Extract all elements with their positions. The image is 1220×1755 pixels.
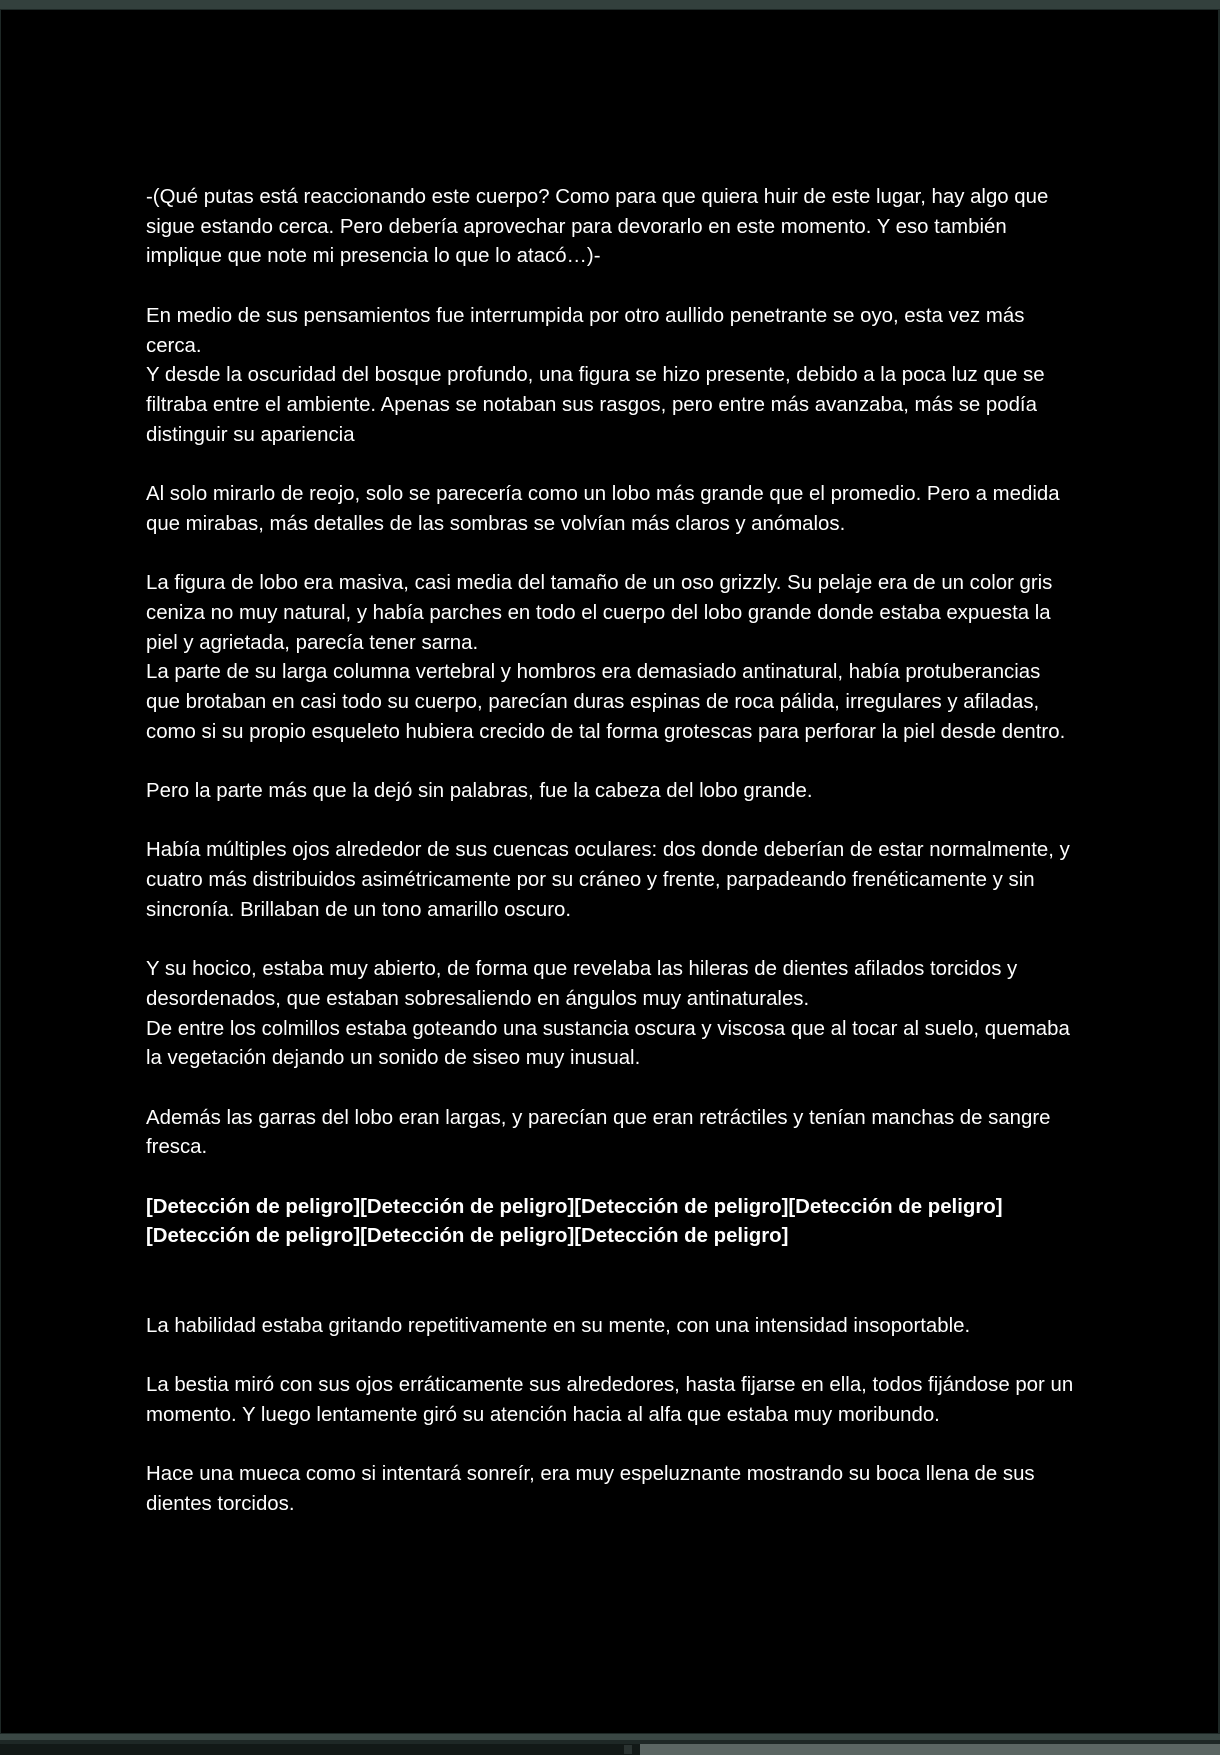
paragraph: Y su hocico, estaba muy abierto, de forma que revelaba las hileras de dientes afilados torcidos y desordenados, que estaban sobresaliendo en ángulos muy antinaturales. De entre los colmillos estaba goteando una sustancia oscura y viscosa que al tocar al suelo, quemaba la vegetación dejando un sonido de siseo muy inusual.: [146, 958, 1070, 1070]
scroll-marker: [624, 1745, 632, 1754]
page-text: [146, 183, 1076, 1549]
paragraph: Pero la parte más que la dejó sin palabras, fue la cabeza del lobo grande.: [146, 780, 813, 802]
paragraph: La bestia miró con sus ojos erráticamente sus alrededores, hasta fijarse en ella, todos fijándose por un momento. Y luego lentamente giró su atención hacia al alfa que estaba muy moribundo.: [146, 1373, 1074, 1426]
horizontal-scrollbar-thumb[interactable]: [640, 1744, 1220, 1755]
paragraph: La habilidad estaba gritando repetitivamente en su mente, con una intensidad insoportable.: [146, 1314, 971, 1337]
paragraph: Además las garras del lobo eran largas, y parecían que eran retráctiles y tenían manchas de sangre fresca.: [146, 1106, 1051, 1159]
paragraph: Al solo mirarlo de reojo, solo se parecería como un lobo más grande que el promedio. Pero a medida que mirabas, más detalles de las sombras se volvían más claros y anómalos.: [146, 483, 1060, 535]
danger-detection-alert: [Detección de peligro][Detección de peligro][Detección de peligro][Detección de peligro][Detección de peligro][Detección de peligro][Detección de peligro]: [146, 1195, 1003, 1248]
paragraph: -(Qué putas está reaccionando este cuerpo? Como para que quiera huir de este lugar, hay algo que sigue estando cerca. Pero debería aprovechar para devorarlo en este momento. Y eso también implique que note mi presencia lo que lo atacó…)-: [146, 186, 1049, 268]
paragraph: En medio de sus pensamientos fue interrumpida por otro aullido penetrante se oyo, esta vez más cerca. Y desde la oscuridad del bosque profundo, una figura se hizo presente, debido a la poca luz que se filtraba entre el ambiente. Apenas se notaban sus rasgos, pero entre más avanzaba, más se podía distinguir su apariencia: [146, 304, 1045, 446]
bottom-frame-strip: [0, 1734, 1220, 1740]
paragraph: Había múltiples ojos alrededor de sus cuencas oculares: dos donde deberían de estar normalmente, y cuatro más distribuidos asimétricamente por su cráneo y frente, parpadeando frenéticamente y sin sincronía. Brillaban de un tono amarillo oscuro.: [146, 839, 1070, 921]
paragraph: La figura de lobo era masiva, casi media del tamaño de un oso grizzly. Su pelaje era de un color gris ceniza no muy natural, y había parches en todo el cuerpo del lobo grande donde estaba expuesta la piel y agrietada, parecía tener sarna. La parte de su larga columna vertebral y hombros era demasiado antinatural, había protuberancias que brotaban en casi todo su cuerpo, parecían duras espinas de roca pálida, irregulares y afiladas, como si su propio esqueleto hubiera crecido de tal forma grotescas para perforar la piel desde dentro.: [146, 572, 1066, 743]
paragraph: Hace una mueca como si intentará sonreír, era muy espeluznante mostrando su boca llena de sus dientes torcidos.: [146, 1463, 1035, 1515]
top-frame-bar: [0, 0, 1220, 9]
